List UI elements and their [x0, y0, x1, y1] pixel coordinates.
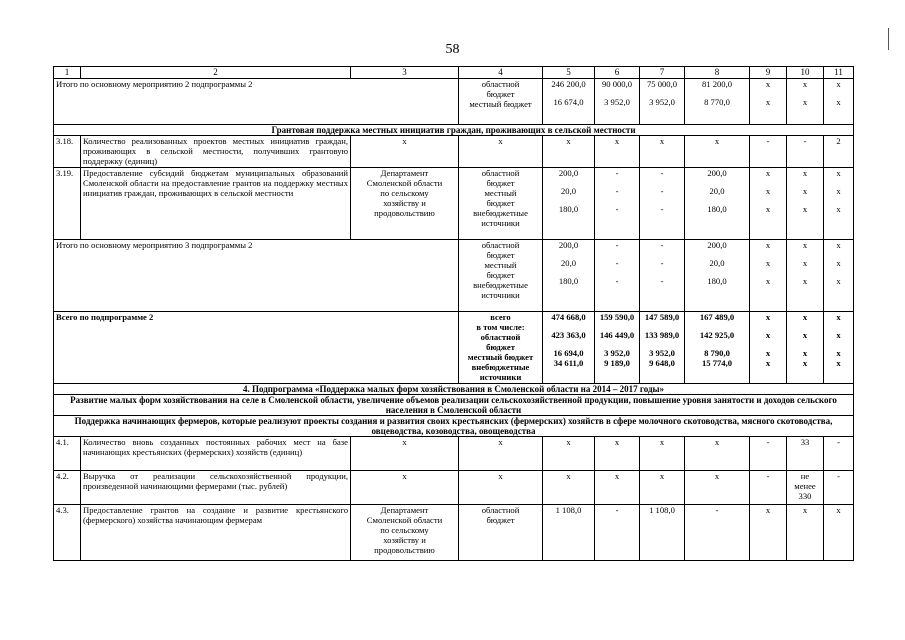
- value: х: [765, 358, 771, 368]
- executor-line: Смоленской области: [366, 178, 443, 188]
- section-row: [54, 384, 854, 395]
- row-text: Количество реализованных проектов местных инициатив граждан, проживающих в сельской местности, получивших грантовую поддержку (единиц): [81, 136, 351, 168]
- cell: -: [685, 505, 750, 561]
- cell: 1 108,0: [640, 505, 685, 561]
- header-cell: 11: [824, 67, 854, 79]
- value-cell: [824, 79, 854, 125]
- source-line: внебюджетные: [473, 280, 528, 290]
- value-cell: [685, 79, 750, 125]
- value: -: [615, 276, 619, 286]
- value: х: [802, 312, 808, 322]
- cell: х: [543, 437, 595, 471]
- value: 8 790,0: [704, 348, 730, 358]
- executor-line: хозяйству и: [383, 198, 426, 208]
- value-cell: [640, 240, 685, 312]
- row-text: Предоставление грантов на создание и развитие крестьянского (фермерского) хозяйства начинающим фермерам: [81, 505, 351, 561]
- cell: 33: [787, 437, 824, 471]
- header-row: [54, 67, 854, 79]
- cell: -: [750, 437, 787, 471]
- value-cell: [595, 79, 640, 125]
- table-row-total-sub2: [54, 312, 854, 384]
- value: х: [836, 240, 841, 250]
- value: 180,0: [707, 204, 727, 214]
- cell: -: [787, 136, 824, 168]
- value: 90 000,0: [601, 79, 633, 89]
- value-cell: [685, 312, 750, 384]
- value: х: [802, 348, 808, 358]
- value: х: [765, 276, 771, 286]
- value: 20,0: [560, 258, 577, 268]
- value: х: [802, 330, 808, 340]
- source-line: источники: [481, 290, 520, 300]
- value: -: [615, 240, 619, 250]
- value: х: [836, 330, 841, 340]
- value: 16 694,0: [553, 348, 584, 358]
- value: -: [615, 186, 619, 196]
- cell: х: [351, 136, 459, 168]
- header-cell: 3: [351, 67, 459, 79]
- value-cell: [595, 168, 640, 240]
- cell: х: [750, 505, 787, 561]
- value: 75 000,0: [646, 79, 678, 89]
- value: 159 590,0: [599, 312, 635, 322]
- source-line: местный: [484, 188, 517, 198]
- value: 246 200,0: [551, 79, 586, 89]
- row-number: 4.1.: [54, 437, 81, 471]
- value: 20,0: [709, 258, 725, 268]
- value: 147 589,0: [644, 312, 680, 322]
- cell: х: [595, 471, 640, 505]
- value: 3 952,0: [604, 97, 630, 107]
- source-line: всего: [490, 312, 511, 322]
- value: -: [660, 204, 664, 214]
- header-cell: 7: [640, 67, 685, 79]
- value-cell: [685, 168, 750, 240]
- value: х: [836, 97, 841, 107]
- value: х: [836, 348, 841, 358]
- value: -: [615, 168, 619, 178]
- source-line: областной: [481, 168, 520, 178]
- total-label: Всего по подпрограмме 2: [54, 312, 459, 384]
- value: 180,0: [558, 276, 579, 286]
- page-number: 58: [445, 42, 460, 57]
- source-line: местный: [484, 260, 517, 270]
- value: -: [660, 258, 664, 268]
- section-heading: 4. Подпрограмма «Поддержка малых форм хозяйствования в Смоленской области на 2014 – 2017 годы»: [54, 384, 854, 395]
- value: 8 770,0: [704, 97, 730, 107]
- table-row-4-3: [54, 505, 854, 561]
- value-cell: [787, 240, 824, 312]
- row-text: Количество вновь созданных постоянных рабочих мест на базе начинающих крестьянских (фермерских) хозяйств (единиц): [81, 437, 351, 471]
- source-line: местный бюджет: [467, 352, 534, 362]
- cell: 2: [824, 136, 854, 168]
- source-cell: [459, 240, 543, 312]
- cell: х: [543, 136, 595, 168]
- value: х: [802, 186, 808, 196]
- executor-cell: [351, 168, 459, 240]
- header-cell: 5: [543, 67, 595, 79]
- executor-line: продовольствию: [374, 208, 435, 218]
- value-cell: [543, 240, 595, 312]
- source-line: бюджет: [486, 342, 515, 352]
- value-cell: [640, 312, 685, 384]
- executor-line: Департамент: [380, 505, 429, 515]
- value: 200,0: [558, 168, 579, 178]
- source-line: бюджет: [486, 515, 515, 525]
- cell: -: [824, 471, 854, 505]
- cell: х: [351, 437, 459, 471]
- value-cell: [595, 312, 640, 384]
- value: х: [802, 168, 808, 178]
- value: х: [765, 79, 771, 89]
- value-cell: [750, 240, 787, 312]
- value: х: [765, 312, 771, 322]
- total-label: Итого по основному мероприятию 2 подпрограммы 2: [54, 79, 459, 125]
- cell: х: [640, 136, 685, 168]
- value-cell: [640, 168, 685, 240]
- source-line: бюджет: [486, 198, 515, 208]
- cell: х: [543, 471, 595, 505]
- cell: х: [595, 437, 640, 471]
- source-line: областной: [481, 79, 520, 89]
- value-cell: [595, 240, 640, 312]
- value: 15 774,0: [701, 358, 733, 368]
- value: 16 674,0: [553, 97, 584, 107]
- value: х: [802, 204, 808, 214]
- cell: х: [824, 505, 854, 561]
- value: х: [802, 276, 808, 286]
- value: 474 668,0: [551, 312, 586, 322]
- value-cell: [685, 240, 750, 312]
- executor-line: по сельскому: [380, 525, 429, 535]
- value: х: [836, 276, 841, 286]
- value: 20,0: [560, 186, 577, 196]
- cell: х: [595, 136, 640, 168]
- header-cell: 2: [81, 67, 351, 79]
- value: 9 189,0: [604, 358, 630, 368]
- cell: х: [351, 471, 459, 505]
- value: -: [615, 204, 619, 214]
- cell: 1 108,0: [543, 505, 595, 561]
- row-text: Предоставление субсидий бюджетам муниципальных образований Смоленской области на предоставление грантов на поддержку местных инициатив граждан, проживающих в сельской местности: [81, 168, 351, 240]
- value-cell: [543, 312, 595, 384]
- value: 34 611,0: [553, 358, 584, 368]
- value: 167 489,0: [699, 312, 735, 322]
- value: -: [660, 168, 664, 178]
- table-row-3-19: [54, 168, 854, 240]
- cell: -: [750, 471, 787, 505]
- source-line: местный бюджет: [469, 99, 532, 109]
- source-line: бюджет: [486, 270, 515, 280]
- value: 3 952,0: [649, 348, 675, 358]
- value: х: [765, 258, 771, 268]
- value: х: [802, 79, 808, 89]
- value-cell: [750, 79, 787, 125]
- cell: -: [824, 437, 854, 471]
- table-row-4-2: [54, 471, 854, 505]
- table-row-4-1: [54, 437, 854, 471]
- value: -: [660, 240, 664, 250]
- executor-cell: [351, 505, 459, 561]
- source-line: в том числе:: [476, 322, 525, 332]
- executor-line: Департамент: [380, 168, 429, 178]
- cell: х: [685, 471, 750, 505]
- cell: х: [787, 505, 824, 561]
- value: х: [836, 312, 841, 322]
- source-line: бюджет: [486, 89, 515, 99]
- total-label: Итого по основному мероприятию 3 подпрограммы 2: [54, 240, 459, 312]
- source-line: бюджет: [486, 178, 515, 188]
- table-row-total-3: [54, 240, 854, 312]
- row-number: 3.18.: [54, 136, 81, 168]
- source-line: источники: [481, 218, 520, 228]
- cell: х: [459, 437, 543, 471]
- value-cell: [787, 168, 824, 240]
- cell: [787, 471, 824, 505]
- source-line: областной: [481, 240, 520, 250]
- value-cell: [543, 168, 595, 240]
- row-text: Выручка от реализации сельскохозяйственной продукции, произведенной начинающими фермерами (тыс. рублей): [81, 471, 351, 505]
- value: х: [836, 204, 841, 214]
- source-line: внебюджетные: [471, 362, 530, 372]
- value: х: [836, 79, 841, 89]
- value-cell: [824, 312, 854, 384]
- cell: х: [685, 437, 750, 471]
- table-row-total-2: [54, 79, 854, 125]
- source-cell: [459, 168, 543, 240]
- header-cell: 8: [685, 67, 750, 79]
- header-cell: 6: [595, 67, 640, 79]
- cell: х: [685, 136, 750, 168]
- source-cell: [459, 312, 543, 384]
- value: х: [765, 240, 771, 250]
- value-cell: [787, 312, 824, 384]
- value: 180,0: [558, 204, 579, 214]
- cell: х: [640, 471, 685, 505]
- value: 180,0: [707, 276, 727, 286]
- value: не: [800, 471, 810, 481]
- value: х: [802, 358, 808, 368]
- table-row-3-18: [54, 136, 854, 168]
- value: 200,0: [707, 168, 727, 178]
- section-heading: Поддержка начинающих фермеров, которые реализуют проекты создания и развития своих крестьянских (фермерских) хозяйств в сфере молочного скотоводства, мясного скотоводства, овцеводства, козоводства, овощеводства: [54, 416, 854, 437]
- cell: х: [640, 437, 685, 471]
- value: менее: [794, 481, 816, 491]
- value: 200,0: [558, 240, 579, 250]
- source-line: бюджет: [486, 250, 515, 260]
- value: х: [836, 186, 841, 196]
- value: 3 952,0: [649, 97, 675, 107]
- header-cell: 9: [750, 67, 787, 79]
- value: х: [765, 204, 771, 214]
- value: х: [765, 168, 771, 178]
- source-cell: [459, 505, 543, 561]
- value: х: [836, 258, 841, 268]
- value: х: [765, 186, 771, 196]
- value: -: [660, 186, 664, 196]
- cell: -: [595, 505, 640, 561]
- value: -: [660, 276, 664, 286]
- header-cell: 4: [459, 67, 543, 79]
- value: 142 925,0: [699, 330, 735, 340]
- value: х: [836, 358, 841, 368]
- source-line: внебюджетные: [473, 208, 528, 218]
- row-number: 3.19.: [54, 168, 81, 240]
- value: х: [802, 240, 808, 250]
- source-cell: [459, 79, 543, 125]
- row-number: 4.3.: [54, 505, 81, 561]
- value-cell: [824, 240, 854, 312]
- program-table: [53, 66, 854, 561]
- value-cell: [750, 312, 787, 384]
- value: 20,0: [709, 186, 725, 196]
- row-number: 4.2.: [54, 471, 81, 505]
- value: х: [802, 258, 808, 268]
- cell: х: [459, 136, 543, 168]
- source-line: областной: [480, 332, 521, 342]
- section-row: [54, 125, 854, 136]
- value-cell: [824, 168, 854, 240]
- value: 330: [798, 491, 812, 501]
- value: 423 363,0: [551, 330, 586, 340]
- section-row: [54, 416, 854, 437]
- cell: -: [750, 136, 787, 168]
- value: х: [802, 97, 808, 107]
- value: 9 648,0: [649, 358, 675, 368]
- value: -: [615, 258, 619, 268]
- value: 3 952,0: [604, 348, 630, 358]
- executor-line: по сельскому: [380, 188, 429, 198]
- header-cell: 1: [54, 67, 81, 79]
- executor-line: продовольствию: [374, 545, 435, 555]
- value-cell: [750, 168, 787, 240]
- value: 81 200,0: [701, 79, 733, 89]
- section-heading: Развитие малых форм хозяйствования на селе в Смоленской области, увеличение объемов реализации сельскохозяйственной продукции, повышение уровня занятости и доходов сельского населения в Смоленской области: [54, 395, 854, 416]
- executor-line: Смоленской области: [366, 515, 443, 525]
- source-line: областной: [481, 505, 520, 515]
- value-cell: [543, 79, 595, 125]
- value: 200,0: [707, 240, 727, 250]
- value: х: [765, 97, 771, 107]
- value: х: [836, 168, 841, 178]
- value: х: [765, 330, 771, 340]
- cell: х: [459, 471, 543, 505]
- header-cell: 10: [787, 67, 824, 79]
- value: 133 989,0: [644, 330, 680, 340]
- value: 146 449,0: [599, 330, 635, 340]
- value: х: [765, 348, 771, 358]
- margin-mark: [888, 28, 889, 50]
- source-line: источники: [479, 372, 522, 382]
- value-cell: [787, 79, 824, 125]
- section-heading: Грантовая поддержка местных инициатив граждан, проживающих в сельской местности: [54, 125, 854, 136]
- executor-line: хозяйству и: [383, 535, 426, 545]
- value-cell: [640, 79, 685, 125]
- section-row: [54, 395, 854, 416]
